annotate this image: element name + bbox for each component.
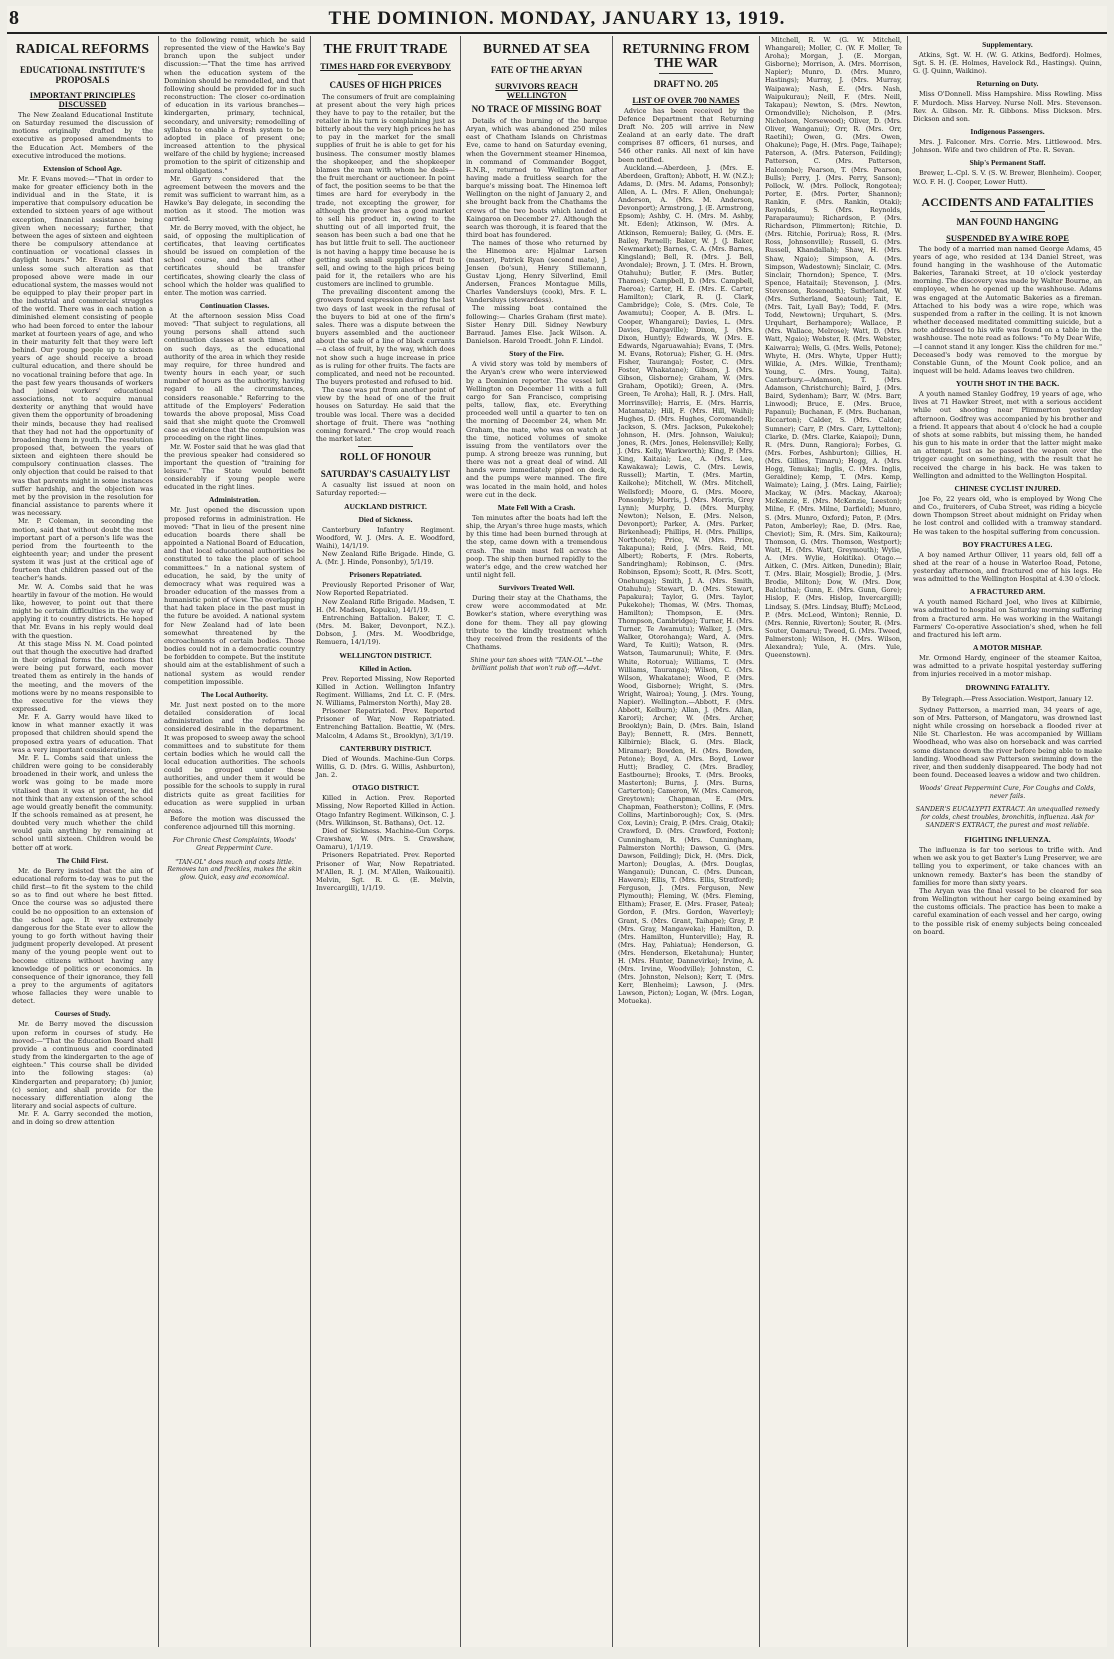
subhead-high-prices: CAUSES OF HIGH PRICES	[329, 80, 442, 91]
section-heading: Prisoners Repatriated.	[349, 570, 422, 580]
article-paragraph: Mr. Just opened the discussion upon proposed reforms in administration. He moved: "That in lieu of the present nine education boards there shall be appointed a National Board of Education, and that local educational authorities be constituted to take the place of school committees." In a national system of education, he said, by the unity of democracy what was required was a broader education of the masses from a humanistic point of view. The overlapping that had taken place in the past must in the future be avoided. A national system for New Zealand had of late been somewhat threatened by the encroachments of certain bodies. Those bodies could not in a democratic country be forbidden to compete. But the institute should aim at the establishment of such a national system as would render competition impossible.	[164, 506, 305, 686]
article-intro: The New Zealand Educational Institute on Saturday resumed the discussion of motions originally drafted by the executive as proposed amendments to the Education Act. Members of the executive introduced the motions.	[12, 110, 153, 160]
article-paragraph: The prevailing discontent among the growers found expression during the last two days of last week in the refusal of the buyers to bid at one of the firm's sales. There was a dispute between the buyers assembled and the auctioneer about the sale of a line of black currants—a class of fruit, by the way, which does not show such a huge increase in price as is ruling for other fruits. The facts are complicated, and need not be recounted. The buyers protested and refused to bid.	[316, 288, 455, 386]
section-heading: Ship's Permanent Staff.	[969, 158, 1046, 168]
article-paragraph: Mr. de Berry insisted that the aim of educational reform to-day was to put the child first—to fit the system to the child so as to find out where he best fitted. Once the course was so adjusted there could be no opposition to an extension of the school age. It was extremely dangerous for the State ever to allow the young to go forth without having their judgment properly developed. At present many of the young people went out to become citizens without having any knowledge of politics or economics. In consequence of their ignorance, they fell a prey to the arguments of agitators whose fallacies they were unable to detect.	[12, 866, 153, 1006]
section-heading: Courses of Study.	[54, 1009, 111, 1019]
advertisement: Woods' Great Peppermint Cure, For Coughs and Colds, never fails.	[919, 785, 1096, 800]
section-heading: Mate Fell With a Crash.	[497, 502, 576, 512]
subhead-missing-boat: NO TRACE OF MISSING BOAT	[471, 104, 602, 115]
article-paragraph: Mr. P. Coleman, in seconding the motion, said that without doubt the most important part of a person's life was the period from the fourteenth to the eighteenth year; and under the present system it was just at the critical age of fourteen that children passed out of the teacher's hands.	[12, 517, 153, 583]
divider	[358, 74, 414, 75]
section-heading: FIGHTING INFLUENZA.	[964, 835, 1051, 845]
casualty-entry: Killed in Action. Prev. Reported Missing, Now Reported Killed in Action. Otago Infantry Regiment. Wilkinson, C. J. (Mrs. Wilkinson, St. Bathans), Oct. 12.	[316, 794, 455, 827]
article-paragraph: The missing boat contained the following:— Charles Graham (first mate). Sister Henry Dill. Sidney Newbury Barraud. James Else. Jack Wilson. A. Danielson. Harold Troedt. John F. Lindol.	[466, 304, 607, 346]
section-heading: Killed in Action.	[359, 663, 412, 673]
column-accidents	[908, 36, 1107, 1647]
article-paragraph: Mr. de Berry moved, with the object, he said, of opposing the multiplication of certificates, that leaving certificates should be issued on completion of the school course, and that all other certificates should be transfer certificates, showing clearly the class of school which the holder was qualified to enter. The motion was carried.	[164, 223, 305, 297]
casualty-entry: Previously Reported Prisoner of War, Now Reported Repatriated.	[316, 581, 455, 598]
casualty-entry: New Zealand Rifle Brigade. Hinde, G. A. (Mr. J. Hinde, Ponsonby), 5/1/19.	[316, 549, 455, 567]
subhead-times-hard: TIMES HARD FOR EVERYBODY	[320, 61, 451, 72]
article-paragraph: A youth named Richard Joel, who lives at Kilbirnie, was admitted to hospital on Saturday morning suffering from a fractured arm. He was working in the Waitangi Farmers' Co-operative Association's shed, when he fell and fractured his left arm.	[913, 598, 1102, 639]
page-number: 8	[9, 7, 19, 29]
section-heading: DROWNING FATALITY.	[965, 682, 1050, 692]
casualty-entry: Died of Wounds. Machine-Gun Corps. Willis, G. D. (Mrs. G. Willis, Ashburton), Jan. 2.	[316, 754, 455, 780]
section-heading: Continuation Classes.	[199, 301, 270, 310]
district-heading: WELLINGTON DISTRICT.	[339, 650, 432, 660]
article-paragraph: A youth named Stanley Godfrey, 19 years of age, who lives at 71 Hawker Street, met with a serious accident while out shooting near Plimmerton yesterday afternoon. Godfrey was accompanied by his brother and a friend. It appears that about 4 o'clock he had a couple of shots at some rabbits, but missing them, he handed his gun to his mate in order that the latter might make an attempt. Just as he passed the weapon over the trigger caught on something, with the result that he received the charge in his back. He was taken to Wellington and admitted to the Wellington Hospital.	[913, 390, 1102, 480]
divider	[358, 446, 414, 447]
subhead-casualty-list: SATURDAY'S CASUALTY LIST	[320, 468, 451, 479]
section-heading: Survivors Treated Well.	[498, 583, 575, 593]
article-paragraph: A vivid story was told by members of the Aryan's crew who were interviewed by a Dominion reporter. The vessel left Wellington on December 11 with a full cargo for San Francisco, comprising pelts, tallow, flax, etc. Everything proceeded well until a quarter to ten on the morning of December 24, when Mr. Graham, the mate, who was on watch at the time, noticed volumes of smoke issuing from the ventilators over the pump. A strong breeze was running, but there was not a great deal of wind. All hands were immediately piped on deck, and the pumps were manned. The fire was located in the main hold, and holes were cut in the deck.	[466, 360, 607, 499]
article-paragraph: At the afternoon session Miss Coad moved: "That subject to regulations, all young persons shall attend such continuation classes at such times, and on such days, as the educational authority of the area in which they reside may require, for three hundred and twenty hours in each year, or such number of hours as the authority, having regard to all the circumstances, considers reasonable." Referring to the attitude of the Employers' Federation towards the above proposal, Miss Coad said that she might quote the Cromwell case as evidence that the compulsion was proceeding on the right lines.	[164, 312, 305, 443]
article-paragraph: A boy named Arthur Olliver, 11 years old, fell off a shed at the rear of a house in Waterloo Road, Petone, yesterday afternoon, and fractured one of his legs. He was admitted to the Wellington Hospital at 4.30 o'clock.	[913, 550, 1102, 584]
article-paragraph: At this stage Miss N. M. Coad pointed out that though the executive had drafted in their original forms the motions that were being put forward, each mover treated them as entirely in the hands of the meeting, and the movers of the motions were by no means responsible to the executive for the views they expressed.	[12, 639, 153, 713]
section-heading: The Local Authority.	[201, 689, 268, 699]
list-entry: Brewer, L.-Cpl. S. V. (S. W. Brewer, Blenheim). Cooper, W.O. F. H. (J. Cooper, Lower Hutt).	[913, 169, 1102, 186]
article-paragraph: Mr. de Berry moved the discussion upon reform in courses of study. He moved:—"That the Education Board shall provide a continuous and coordinated study from the kindergarten to the age of eighteen." This course shall be divided into the following stages: (a) Kindergarten and preparatory; (b) junior, (c) senior, and shall provide for the necessary differentiation along the literary and social aspects of culture.	[12, 1020, 153, 1111]
article-paragraph: Sydney Patterson, a married man, 34 years of age, son of Mrs. Patterson, of Mangatoru, was drowned last night while crossing on horseback a flooded river at Nile St. Charleston. He was accompanied by William Woodhead, who was also on horseback and was carried some distance down the river before being able to make landing. Woodhead saw Patterson swimming down the river, and then suddenly disappeared. The body had not been found. Deceased leaves a widow and two children.	[913, 705, 1102, 780]
casualty-entry: Entrenching Battalion. Baker, T. C. (Mrs. M. Baker, Devonport, N.Z.). Dobson, J. (Mrs. M. Woodbridge, Remuera, 14/1/19).	[316, 613, 455, 647]
section-heading: A FRACTURED ARM.	[969, 587, 1046, 597]
section-heading: Supplementary.	[982, 40, 1033, 49]
newspaper-page	[7, 6, 1107, 1647]
article-paragraph: Mr. F. L. Combs said that unless the children were going to be considerably broadened in their work, and unless the work was going to be made more vitalised than it was at present, he did not think that any extension of the school age would greatly benefit the community. If the schools remained as at present, he doubted very much whether the child would gain anything by remaining at school until sixteen. Children would be better off at work.	[12, 753, 153, 852]
list-entry: Atkins, Sgt. W. H. (W. G. Atkins, Bedford). Holmes, Sgt. S. H. (E. Holmes, Havelock Rd., Hastings). Quinn, G. (J. Quinn, Waikino).	[913, 51, 1102, 76]
advertisement: Shine your tan shoes with "TAN-OL"—the brilliant polish that won't rub off.—Advt.	[470, 657, 603, 672]
article-paragraph: The names of those who returned by the Hinemoa are: Hjalmar Larsen (master), Patrick Ryan (second mate), J. Jensen (bo'sun), Henry Stillemann, Gustav Ljong, Henry Silverlind, Emil Andersen, Frances Montague Mills, Charles Vandersluys (cook), Mrs. F. L. Vandersluys (stewardess).	[466, 239, 607, 305]
divider	[970, 211, 1046, 212]
divider	[508, 59, 564, 60]
newspaper-title: THE DOMINION. MONDAY, JANUARY 13, 1919.	[328, 8, 786, 29]
column-reforms-continued	[159, 36, 311, 1647]
headline-roll-of-honour: ROLL OF HONOUR	[339, 452, 432, 464]
article-paragraph: The consumers of fruit are complaining at present about the very high prices they have to pay to the retailer, but the retailer in his turn is complaining just as bitterly about the very high prices he has to pay in the market for the small supplies of fruit he is able to get for his business. The consumer mostly blames the shopkeeper, and the shopkeeper blames the man with whom he deals—the fruit merchant or auctioneer. In point of fact, the position seems to be that the times are hard for everybody in the trade, not excepting the grower, for although the grower has a good market to sell his product in, owing to the shutting out of all imported fruit, the season has been such a bad one that he has but little fruit to sell. The auctioneer is not having a happy time because he is getting such small supplies of fruit to sell, and owing to the high prices being paid for it, the retailers who are his customers are inclined to grumble.	[316, 92, 455, 289]
article-paragraph: to the following remit, which he said represented the view of the Hawke's Bay branch upon the subject under discussion:—"That the time has arrived when the education system of the Dominion should be remodelled, and that following should be provided for in such reconstruction: The closer co-ordination of education in its various branches—kindergarten, primary, technical, secondary, and university; remodelling of syllabus to enable a fresh system to be adopted in place of present one; increased attention to the physical welfare of the child by hygiene; increased promotion to the spirit of citizenship and moral obligations."	[164, 36, 305, 175]
article-paragraph: The influenza is far too serious to trifle with. And when we ask you to get Baxter's Lung Preserver, we are telling you to experiment, or take chances with an unknown remedy. Baxter's has been the standby of families for more than sixty years.	[913, 846, 1102, 887]
article-paragraph: Mr. F. A. Garry would have liked to know in what manner exactly it was proposed that children should spend the proposed extra years of education. That was a very important consideration.	[12, 713, 153, 754]
district-heading: OTAGO DISTRICT.	[352, 783, 419, 793]
subhead-list-of-names: LIST OF OVER 700 NAMES	[632, 94, 740, 105]
section-heading: Indigenous Passengers.	[970, 127, 1045, 137]
masthead	[7, 6, 1107, 34]
section-heading: Extension of School Age.	[43, 163, 122, 173]
article-paragraph: The case was put from another point of view by the head of one of the fruit houses on Saturday. He said that the trouble was local. There was a decided shortage of fruit. There was "nothing coming forward." The crop would reach the market later.	[316, 386, 455, 444]
advertisement: For Chronic Chest Complaints, Woods' Great Peppermint Cure.	[172, 837, 297, 852]
returning-soldiers-list: Mitchell, R. W. (G. W. Mitchell, Whangarei); Moller, C. (W. F. Moller, Te Aroha); Morgan, J. (E. Morgan, Gisborne); Morrison, A. (Mrs. Morrison, Napier); Munro, D. (Mrs. Munro, Hastings); Murray, J. (Mrs. Murray, Waipawa); Nash, E. (Mrs. Nash, Waipukurau); Neill, F. (Mrs. Neill, Takapau); Newton, S. (Mrs. Newton, Ormondville); Nicholson, P. (Mrs. Nicholson, Norsewood); Oliver, D. (Mrs. Oliver, Wanganui); Orr, R. (Mrs. Orr, Raetihi); Owen, G. (Mrs. Owen, Ohakune); Page, H. (Mrs. Page, Taihape); Paterson, A. (Mrs. Paterson, Feilding); Patterson, C. (Mrs. Patterson, Halcombe); Pearson, T. (Mrs. Pearson, Bulls); Perry, J. (Mrs. Perry, Sanson); Pollock, W. (Mrs. Pollock, Rongotea); Porter, E. (Mrs. Porter, Shannon); Rankin, F. (Mrs. Rankin, Otaki); Reynolds, S. (Mrs. Reynolds, Paraparaumu); Richardson, P. (Mrs. Richardson, Plimmerton); Ritchie, D. (Mrs. Ritchie, Porirua); Ross, R. (Mrs. Ross, Johnsonville); Russell, G. (Mrs. Russell, Khandallah); Shaw, H. (Mrs. Shaw, Ngaio); Simpson, A. (Mrs. Simpson, Wadestown); Sinclair, C. (Mrs. Sinclair, Thorndon); Spence, T. (Mrs. Spence, Hataitai); Stevenson, J. (Mrs. Stevenson, Roseneath); Sutherland, W. (Mrs. Sutherland, Seatoun); Tait, E. (Mrs. Tait, Lyall Bay); Todd, F. (Mrs. Todd, Newtown); Urquhart, S. (Mrs. Urquhart, Berhampore); Wallace, P. (Mrs. Wallace, Melrose); Watt, D. (Mrs. Watt, Ngaio); Webster, R. (Mrs. Webster, Kaiwarra); Wells, G. (Mrs. Wells, Petone); Whyte, H. (Mrs. Whyte, Upper Hutt); Wilkie, A. (Mrs. Wilkie, Trentham); Young, C. (Mrs. Young, Taita). Canterbury.—Adamson, T. (Mrs. Adamson, Christchurch); Baird, J. (Mrs. Baird, Sydenham); Barr, W. (Mrs. Barr, Linwood); Bruce, E. (Mrs. Bruce, Papanui); Buchanan, F. (Mrs. Buchanan, Riccarton); Calder, S. (Mrs. Calder, Sumner); Carr, P. (Mrs. Carr, Lyttelton); Clarke, D. (Mrs. Clarke, Kaiapoi); Dunn, R. (Mrs. Dunn, Rangiora); Forbes, G. (Mrs. Forbes, Ashburton); Gillies, H. (Mrs. Gillies, Timaru); Hogg, A. (Mrs. Hogg, Temuka); Inglis, C. (Mrs. Inglis, Geraldine); Kemp, T. (Mrs. Kemp, Waimate); Laing, J. (Mrs. Laing, Fairlie); Mackay, W. (Mrs. Mackay, Akaroa); McKenzie, E. (Mrs. McKenzie, Leeston); Milne, F. (Mrs. Milne, Darfield); Munro, S. (Mrs. Munro, Oxford); Paton, P. (Mrs. Paton, Amberley); Rae, D. (Mrs. Rae, Cheviot); Sim, R. (Mrs. Sim, Kaikoura); Thomson, G. (Mrs. Thomson, Westport); Watt, H. (Mrs. Watt, Greymouth); Wylie, A. (Mrs. Wylie, Hokitika). Otago.—Aitken, C. (Mrs. Aitken, Dunedin); Blair, T. (Mrs. Blair, Mosgiel); Brodie, J. (Mrs. Brodie, Milton); Dow, W. (Mrs. Dow, Balclutha); Gunn, E. (Mrs. Gunn, Gore); Hislop, F. (Mrs. Hislop, Invercargill); Lindsay, S. (Mrs. Lindsay, Bluff); McLeod, P. (Mrs. McLeod, Winton); Rennie, D. (Mrs. Rennie, Riverton); Souter, R. (Mrs. Souter, Oamaru); Tweed, G. (Mrs. Tweed, Palmerston); Wilson, H. (Mrs. Wilson, Alexandra); Yule, A. (Mrs. Yule, Queenstown).	[765, 36, 902, 660]
section-heading: Returning on Duty.	[976, 79, 1039, 89]
advertisement: "TAN-OL" does much and costs little. Removes tan and freckles, makes the skin glow. Quick, easy and economical.	[167, 858, 302, 881]
subhead-draft-number: DRAFT NO. 205	[653, 79, 719, 90]
divider	[659, 73, 713, 74]
dateline: By Telegraph.—Press Association. Westport, January 12.	[921, 693, 1094, 703]
section-heading: Story of the Fire.	[509, 349, 564, 359]
casualty-entry: Canterbury Infantry Regiment. Woodford, W. J. (Mrs. A. E. Woodford, Waihi), 14/1/19.	[316, 525, 455, 550]
section-heading: A MOTOR MISHAP.	[973, 643, 1042, 653]
article-paragraph: Ten minutes after the boats had left the ship, the Aryan's three huge masts, which by this time had been burned through at the step, came down with a tremendous crash. The main mast fell across the poop. The ship then burned rapidly to the water's edge, and the crew watched her until night fell.	[466, 513, 607, 580]
section-heading: BOY FRACTURES A LEG.	[962, 539, 1053, 549]
article-paragraph: Mr. F. Evans moved:—"That in order to make for greater efficiency both in the individual and in the State, it is imperative that compulsory education be extended to sixteen years of age without exception, financial assistance being given when necessary; further, that between the ages of sixteen and eighteen there be compulsory attendance at continuation or vocational classes in daylight hours." Mr. Evans said that unless some such alteration as that proposed above were made in our educational system, the masses would not be equipped to play their proper part in the industrial and commercial struggles of the world. There was in each nation a diminished element consisting of people who had been forced to enter the labour market at fourteen years of age, and who in their maturity felt that they were left behind. Our young people up to sixteen years of age should receive a broad cultural education, and there should be no vocational training before that age. In the past few years thousands of workers had joined workers' educational associations, not to acquire manual dexterity or anything that would have given them the opportunity of broadening their minds, because they had realised that they had not had the opportunity of broadening them in youth. The resolution proposed that, between the years of sixteen and eighteen there should be compulsory continuation classes. The only objection that could be raised to that was that parents might in some instances suffer hardship, and the objection was met by the provision in the resolution for financial assistance to parents where it was necessary.	[12, 174, 153, 518]
headline-returning-from-war: RETURNING FROM THE WAR	[622, 41, 750, 71]
casualty-entry: Died of Sickness. Machine-Gun Corps. Crawshaw, W. (Mrs. S. Crawshaw, Oamaru), 1/1/19.	[316, 826, 455, 852]
article-paragraph: The Aryan was the final vessel to be cleared for sea from Wellington without her cargo being examined by the customs officials. The practice has been to make a careful examination of each vessel and her cargo, owing to the possible risk of enemy subjects being concealed on board.	[913, 886, 1102, 936]
column-returning-from-war	[613, 36, 760, 1647]
headline-fruit-trade: THE FRUIT TRADE	[323, 41, 448, 56]
district-heading: CANTERBURY DISTRICT.	[339, 743, 432, 753]
section-heading: Died of Sickness.	[358, 514, 413, 524]
article-paragraph: Mr. Garry considered that the agreement between the movers and the remit was sufficient to warrant him, as a Hawke's Bay delegate, in seconding the motion as it stood. The motion was carried.	[164, 174, 305, 224]
subhead-institute-proposals: EDUCATIONAL INSTITUTE'S PROPOSALS	[19, 65, 146, 85]
headline-accidents: ACCIDENTS AND FATALITIES	[921, 194, 1094, 209]
section-heading: CHINESE CYCLIST INJURED.	[954, 483, 1061, 493]
column-fruit-trade	[311, 36, 461, 1647]
headline-burned-at-sea: BURNED AT SEA	[483, 41, 590, 56]
section-heading: YOUTH SHOT IN THE BACK.	[955, 379, 1060, 389]
column-list-continued	[760, 36, 908, 1647]
casualty-entry: New Zealand Rifle Brigade. Madsen, T. H. (M. Madsen, Kopuku), 14/1/19.	[316, 597, 455, 614]
returning-soldiers-list: Auckland.—Aberdeen, J. (Mrs. E. Aberdeen, Grafton); Abbott, H. W. (N.Z.); Adams, D. (Mrs. M. Adams, Ponsonby); Allen, A. L. (Mrs. F. Allen, Onehunga); Anderson, A. (Mrs. M. Anderson, Devonport); Armstrong, J. (E. Armstrong, Epsom); Ashby, C. H. (Mrs. M. Ashby, Mt. Eden); Atkinson, W. (Mrs. A. Atkinson, Remuera); Bailey, G. (Mrs. E. Bailey, Parnell); Baker, W. J. (J. Baker, Newmarket); Barnes, C. A. (Mrs. Barnes, Kingsland); Bell, R. (Mrs. J. Bell, Avondale); Brown, J. T. (Mrs. H. Brown, Otahuhu); Butler, F. (Mrs. Butler, Thames); Campbell, D. (Mrs. Campbell, Paeroa); Carter, H. E. (Mrs. E. Carter, Hamilton); Clark, R. (J. Clark, Cambridge); Cole, S. (Mrs. Cole, Te Awamutu); Cooper, A. B. (Mrs. L. Cooper, Whangarei); Davies, L. (Mrs. Davies, Dargaville); Dixon, J. (Mrs. Dixon, Huntly); Edwards, W. (Mrs. E. Edwards, Ngaruawahia); Evans, T. (Mrs. M. Evans, Rotorua); Fisher, G. H. (Mrs. Fisher, Tauranga); Foster, C. (Mrs. Foster, Whakatane); Gibson, J. (Mrs. Gibson, Gisborne); Graham, W. (Mrs. Graham, Opotiki); Green, A. (Mrs. Green, Te Aroha); Hall, R. J. (Mrs. Hall, Morrinsville); Harris, E. (Mrs. Harris, Matamata); Hill, F. (Mrs. Hill, Waihi); Hughes, D. (Mrs. Hughes, Coromandel); Jackson, S. (Mrs. Jackson, Pukekohe); Johnson, H. (Mrs. Johnson, Waiuku); Jones, R. (Mrs. Jones, Helensville); Kelly, J. (Mrs. Kelly, Warkworth); King, P. (Mrs. King, Kaitaia); Lee, A. (Mrs. Lee, Kawakawa); Lewis, C. (Mrs. Lewis, Russell); Martin, T. (Mrs. Martin, Kaikohe); Mitchell, W. (Mrs. Mitchell, Wellsford); Moore, G. (Mrs. Moore, Ponsonby); Morris, J. (Mrs. Morris, Grey Lynn); Murphy, D. (Mrs. Murphy, Newton); Nelson, E. (Mrs. Nelson, Devonport); Parker, A. (Mrs. Parker, Birkenhead); Phillips, H. (Mrs. Phillips, Northcote); Price, W. (Mrs. Price, Takapuna); Reid, J. (Mrs. Reid, Mt. Albert); Roberts, F. (Mrs. Roberts, Sandringham); Robinson, C. (Mrs. Robinson, Epsom); Scott, R. (Mrs. Scott, Onehunga); Smith, J. A. (Mrs. Smith, Otahuhu); Stewart, D. (Mrs. Stewart, Papakura); Taylor, G. (Mrs. Taylor, Pukekohe); Thomas, W. (Mrs. Thomas, Hamilton); Thompson, E. (Mrs. Thompson, Cambridge); Turner, H. (Mrs. Turner, Te Awamutu); Walker, J. (Mrs. Walker, Otorohanga); Ward, A. (Mrs. Ward, Te Kuiti); Watson, R. (Mrs. Watson, Taumarunui); White, F. (Mrs. White, Rotorua); Williams, T. (Mrs. Williams, Tauranga); Wilson, C. (Mrs. Wilson, Whakatane); Wood, P. (Mrs. Wood, Gisborne); Wright, S. (Mrs. Wright, Wairoa); Young, J. (Mrs. Young, Napier). Wellington.—Abbott, F. (Mrs. Abbott, Kelburn); Allan, J. (Mrs. Allan, Karori); Archer, W. (Mrs. Archer, Brooklyn); Bain, D. (Mrs. Bain, Island Bay); Bennett, R. (Mrs. Bennett, Kilbirnie); Black, G. (Mrs. Black, Miramar); Bowden, H. (Mrs. Bowden, Petone); Boyd, A. (Mrs. Boyd, Lower Hutt); Bradley, C. (Mrs. Bradley, Eastbourne); Brooks, T. (Mrs. Brooks, Masterton); Burns, J. (Mrs. Burns, Carterton); Cameron, W. (Mrs. Cameron, Greytown); Chapman, E. (Mrs. Chapman, Featherston); Collins, F. (Mrs. Collins, Martinborough); Cox, S. (Mrs. Cox, Levin); Craig, P. (Mrs. Craig, Otaki); Crawford, D. (Mrs. Crawford, Foxton); Cunningham, R. (Mrs. Cunningham, Palmerston North); Dawson, G. (Mrs. Dawson, Feilding); Dick, H. (Mrs. Dick, Marton); Douglas, A. (Mrs. Douglas, Wanganui); Duncan, C. (Mrs. Duncan, Hawera); Ellis, T. (Mrs. Ellis, Stratford); Ferguson, J. (Mrs. Ferguson, New Plymouth); Fleming, W. (Mrs. Fleming, Eltham); Fraser, E. (Mrs. Fraser, Patea); Gordon, F. (Mrs. Gordon, Waverley); Grant, S. (Mrs. Grant, Taihape); Gray, P. (Mrs. Gray, Mangaweka); Hamilton, D. (Mrs. Hamilton, Hunterville); Hay, R. (Mrs. Hay, Pahiatua); Henderson, G. (Mrs. Henderson, Eketahuna); Hunter, H. (Mrs. Hunter, Dannevirke); Irvine, A. (Mrs. Irvine, Woodville); Johnston, C. (Mrs. Johnston, Nelson); Kerr, T. (Mrs. Kerr, Blenheim); Lawson, J. (Mrs. Lawson, Picton); Logan, W. (Mrs. Logan, Motueka).	[618, 163, 754, 1006]
column-radical-reforms	[7, 36, 159, 1647]
section-heading: The Child First.	[56, 855, 109, 865]
divider	[54, 59, 110, 60]
divider	[970, 189, 1046, 190]
casualty-entry: Prisoner Repatriated. Prev. Reported Prisoner of War, Now Repatriated. Entrenching Battalion. Beattie, W. (Mrs. Malcolm, 4 Adams St., Brooklyn), 3/1/19.	[316, 707, 455, 740]
subhead-fate-of-aryan: FATE OF THE ARYAN	[490, 65, 583, 76]
list-entry: Mrs. J. Falconer. Mrs. Corrie. Mrs. Littlewood. Mrs. Johnson. Wife and two children of Pte. R. Sevan.	[913, 138, 1102, 155]
article-paragraph: The body of a married man named George Adams, 45 years of age, who resided at 134 Daniel Street, was found hanging in the washhouse of the Automatic Bakeries, Taranaki Street, at 10 o'clock yesterday morning. The discovery was made by Walter Bourne, an employee, when he opened up the washhouse. Adams was engaged at the Automatic Bakeries as a fireman. Attached to his body was a wire rope, which was suspended from a rafter in the ceiling. It is not known whether deceased meditated committing suicide, but a note addressed to his wife was found on a table in the washhouse. The note read as follows: "To My Dear Wife,—I cannot stand it any longer. Kiss the children for me." Deceased's body was removed to the morgue by Constable Gunn, of the Mount Cook police, and an inquest will be held. Adams leaves two children.	[913, 244, 1102, 376]
article-paragraph: Mr. F. A. Garry seconded the motion, and in doing so drew attention	[12, 1110, 153, 1127]
subhead-man-found-hanging: MAN FOUND HANGING	[956, 217, 1059, 228]
casualty-entry: Prisoners Repatriated. Prev. Reported Prisoner of War, Now Repatriated. M'Allen, R. J. (M. M'Allen, Waikouaiti). Melvin, Sgt. R. G. (E. Melvin, Invercargill), 1/1/19.	[316, 851, 455, 892]
article-paragraph: Mr. W. Foster said that he was glad that the previous speaker had considered so important the question of "training for leisure." The State would benefit considerably if young people were educated in the right lines.	[164, 442, 305, 492]
article-intro: Advice has been received by the Defence Department that Returning Draft No. 205 will arrive in New Zealand at an early date. The draft comprises 87 officers, 61 nurses, and 546 other ranks. All next of kin have been notified.	[618, 106, 754, 164]
article-paragraph: Joe Fo, 22 years old, who is employed by Wong Che and Co., fruiterers, of Cuba Street, was riding a bicycle down Thompson Street about midnight on Friday when he lost control and collided with a tramway standard. He was taken to the hospital suffering from concussion.	[913, 494, 1102, 536]
article-paragraph: Details of the burning of the barque Aryan, which was abandoned 250 miles east of Chatham Islands on Christmas Eve, came to hand on Saturday evening, when the Government steamer Hinemoa, in command of Commander Bogget, R.N.R., returned to Wellington after having made a fruitless search for the barque's missing boat. The Hinemoa left Wellington on the night of January 2, and she brought back from the Chathams the crews of the two boats which landed at Kaingaroa on December 27. Although the search was thorough, it is feared that the third boat has foundered.	[466, 116, 607, 240]
article-paragraph: During their stay at the Chathams, the crew were accommodated at Mr. Bowker's station, where everything was done for them. They all pay glowing tribute to the kindly treatment which they received from the residents of the Chathams.	[466, 594, 607, 652]
district-heading: AUCKLAND DISTRICT.	[344, 501, 427, 511]
list-entry: Miss O'Donnell. Miss Hampshire. Miss Rowling. Miss F. Murdoch. Miss Harvey. Nurse Noll. Mrs. Stevenson. Rev. A. Gibson. Mr. R. Gibbons. Miss Dickson. Mrs. Dickson and son.	[913, 90, 1102, 123]
subhead-wire-rope: SUSPENDED BY A WIRE ROPE	[946, 232, 1069, 243]
article-paragraph: Mr. Ormond Hardy, engineer of the steamer Kaitoa, was admitted to a private hospital yesterday suffering from injuries received in a motor mishap.	[913, 654, 1102, 679]
section-heading: Administration.	[208, 495, 261, 505]
article-paragraph: Mr. Just next posted on to the more detailed consideration of local administration and the reforms he considered desirable in the department. It was proposed to sweep away the school committees and to substitute for them certain bodies which he would call the local education authorities. The schools could be grouped under these authorities, and under them it would be possible for the schools to supply in rural districts quite as great facilities for education as were supplied in urban areas.	[164, 700, 305, 815]
headline-radical-reforms: RADICAL REFORMS	[15, 41, 150, 56]
casualty-entry: Prev. Reported Missing, Now Reported Killed in Action. Wellington Infantry Regiment. Williams, 2nd Lt. C. F. (Mrs. N. Williams, Palmerston North), May 28.	[316, 674, 455, 707]
advertisement: SANDER'S EUCALYPTI EXTRACT. An unequalled remedy for colds, chest troubles, bronchitis, influenza. Ask for SANDER'S EXTRACT, the purest and most reliable.	[915, 806, 1100, 829]
article-paragraph: Before the motion was discussed the conference adjourned till this morning.	[164, 815, 305, 832]
column-burned-at-sea	[461, 36, 613, 1647]
article-paragraph: A casualty list issued at noon on Saturday reported:—	[316, 481, 455, 498]
columns	[7, 36, 1107, 1647]
subhead-survivors: SURVIVORS REACH WELLINGTON	[495, 80, 578, 100]
article-paragraph: Mr. W. A. Combs said that he was heartily in favour of the motion. He would like, however, to point out that there might be certain difficulties in the way of applying it to country districts. He hoped that Mr. Evans in his reply would deal with the question.	[12, 582, 153, 640]
subhead-principles: IMPORTANT PRINCIPLES DISCUSSED	[29, 90, 136, 109]
